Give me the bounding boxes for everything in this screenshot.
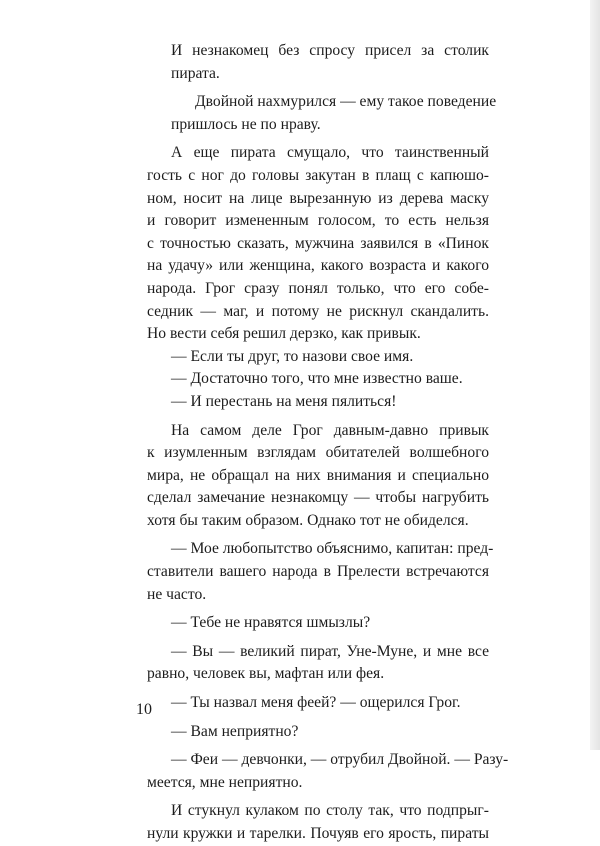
text-line: мира, не обращал на них внимания и специально (147, 466, 489, 484)
paragraph (147, 692, 489, 715)
paragraph (147, 641, 489, 686)
text-line: пришлось не по нраву. (171, 115, 321, 133)
page-edge-shadow (590, 0, 600, 750)
text-line: — Мое любопытство объяснимо, капитан: пред- (171, 540, 494, 558)
text-line: — Тебе не нравятся шмызлы? (171, 614, 371, 632)
text-line: — Вы — великий пират, Уне-Муне, и мне все (171, 642, 489, 660)
text-line: — Ты назвал меня феей? — ощерился Грог. (171, 694, 461, 712)
text-line: хотя бы таким образом. Однако тот не обиделся. (147, 511, 469, 529)
page-number: 10 (136, 701, 152, 718)
text-line: с точностью сказать, мужчина заявился в «Пинок (147, 234, 489, 252)
text-line: И стукнул кулаком по столу так, что подпрыг- (171, 802, 489, 820)
text-line: — Если ты друг, то назови свое имя. (171, 347, 414, 365)
paragraph (147, 800, 489, 845)
paragraph (147, 142, 489, 345)
text-line: — Достаточно того, что мне известно ваше. (171, 370, 463, 388)
text-line: На самом деле Грог давным-давно привык (171, 421, 489, 439)
text-line: Двойной нахмурился — ему такое поведение (195, 93, 497, 111)
text-line: — Феи — девчонки, — отрубил Двойной. — Разу- (171, 751, 509, 769)
paragraph (147, 40, 489, 85)
text-line: к изумленным взглядам обитателей волшебного (147, 444, 489, 462)
text-line: А еще пирата смущало, что таинственный (171, 144, 489, 162)
paragraph (147, 346, 489, 369)
paragraph (147, 612, 489, 635)
paragraph (147, 91, 497, 136)
text-line: равно, человек вы, мафтан или фея. (147, 665, 385, 683)
paragraph (147, 721, 489, 744)
text-line: меется, мне неприятно. (147, 773, 303, 791)
text-line: ставители вашего народа в Прелести встречаются (147, 563, 489, 581)
text-line: и говорит измененным голосом, то есть нельзя (147, 212, 489, 230)
paragraph (147, 368, 489, 391)
paragraph (147, 420, 489, 533)
text-line: пирата. (171, 64, 220, 82)
text-line: — Вам неприятно? (171, 722, 299, 740)
text-line: И незнакомец без спросу присел за столик (171, 42, 489, 59)
text-line: — И перестань на меня пялиться! (171, 392, 397, 410)
paragraph (147, 749, 509, 794)
text-line: седник — маг, и потому не рискнул скандалить. (147, 302, 489, 320)
text-line: Но вести себя решил дерзко, как привык. (147, 325, 421, 343)
body-text (147, 40, 509, 846)
text-line: народа. Грог сразу понял только, что его собе- (147, 279, 489, 297)
text-line: не часто. (147, 585, 207, 603)
text-line: нули кружки и тарелки. Почуяв его ярость, пираты (147, 825, 489, 842)
text-line: гость с ног до головы закутан в плащ с капюшо- (147, 166, 489, 184)
paragraph (147, 538, 494, 606)
text-line: ном, носит на лице вырезанную из дерева маску (147, 189, 489, 207)
paragraph (147, 391, 489, 414)
text-line: на удачу» или женщина, какого возраста и какого (147, 257, 489, 275)
text-line: сделал замечание незнакомцу — чтобы нагрубить (147, 489, 489, 507)
